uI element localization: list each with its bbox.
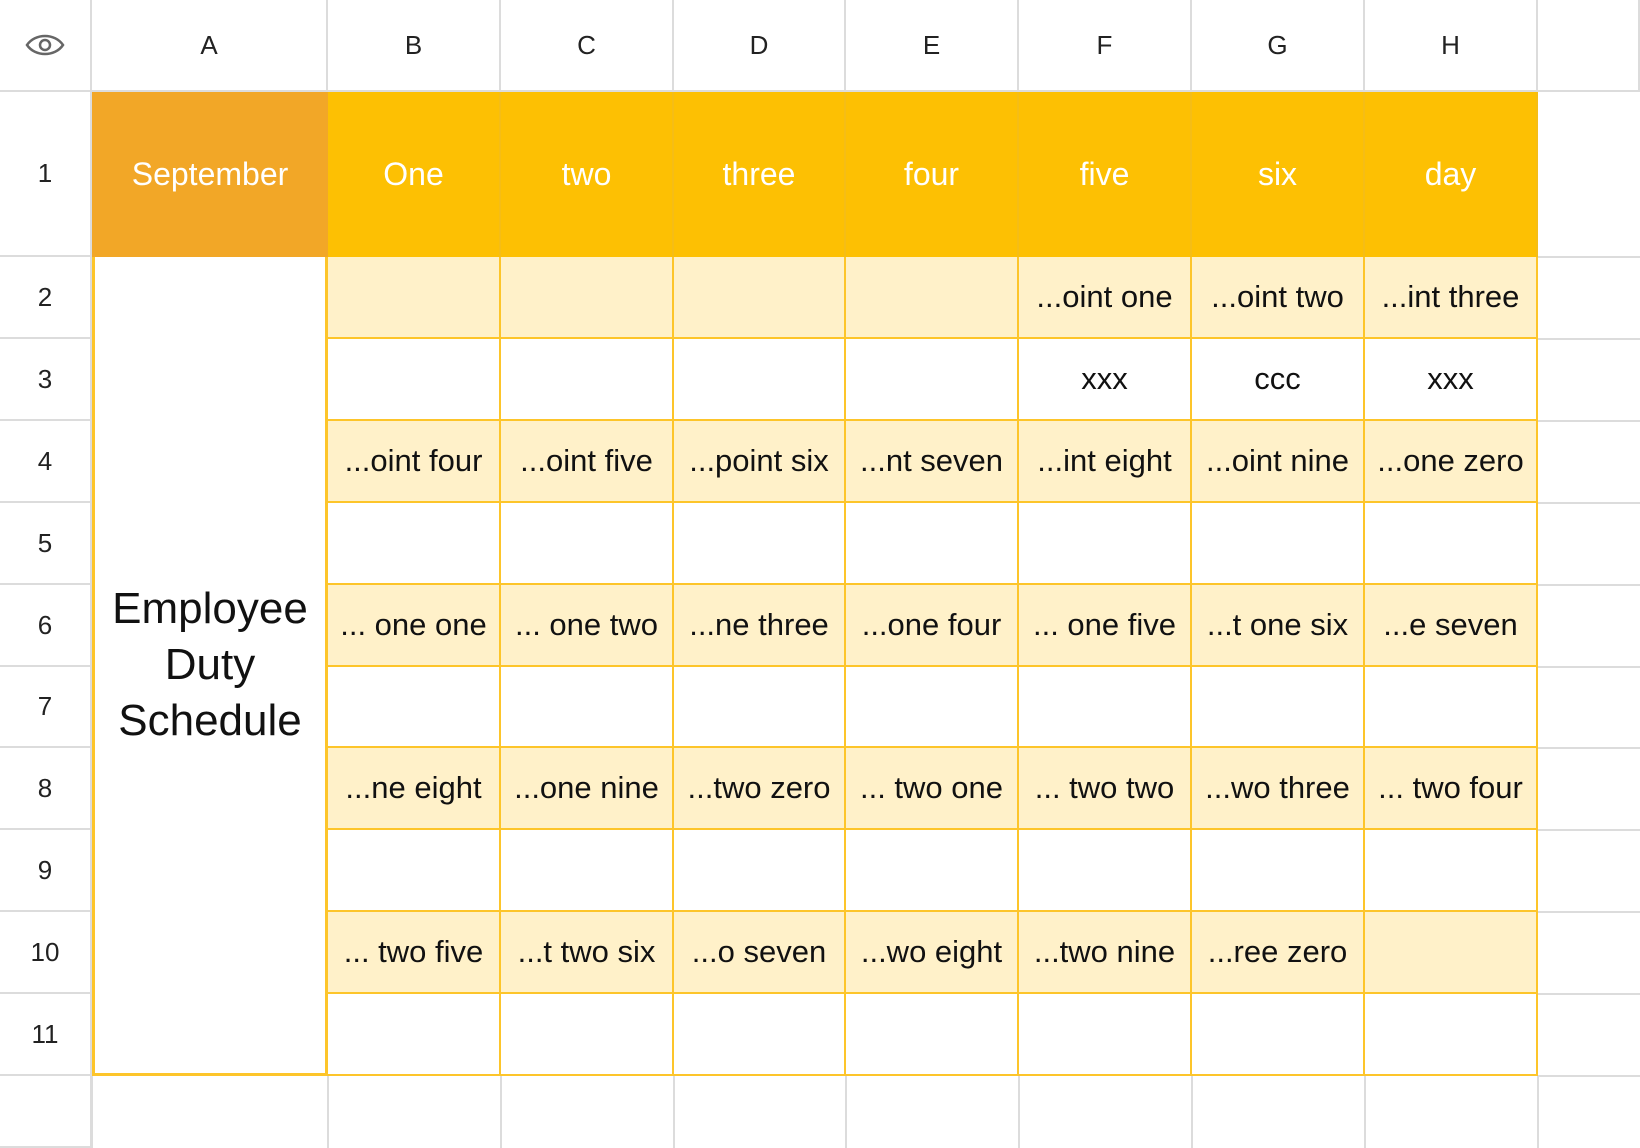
row-header-8[interactable]: 8 — [0, 748, 92, 830]
cell-g10[interactable]: ...ree zero — [1192, 912, 1365, 994]
cell-f6[interactable]: ... one five — [1019, 585, 1192, 667]
cell-f10[interactable]: ...two nine — [1019, 912, 1192, 994]
header-cell-c[interactable]: two — [501, 92, 674, 257]
cell-c11[interactable] — [501, 994, 674, 1076]
column-header-a[interactable]: A — [92, 0, 328, 92]
cell-g5[interactable] — [1192, 503, 1365, 585]
cell-h5[interactable] — [1365, 503, 1538, 585]
gridline — [845, 1076, 847, 1148]
cell-d7[interactable] — [674, 667, 846, 748]
cell-e9[interactable] — [846, 830, 1019, 912]
row-header-4[interactable]: 4 — [0, 421, 92, 503]
cell-h8[interactable]: ... two four — [1365, 748, 1538, 830]
merged-title-cell[interactable]: Employee Duty Schedule — [92, 257, 328, 1076]
column-header-d[interactable]: D — [674, 0, 846, 92]
row-header-2[interactable]: 2 — [0, 257, 92, 339]
cell-f9[interactable] — [1019, 830, 1192, 912]
gridline — [1538, 747, 1640, 749]
gridline — [327, 1076, 329, 1148]
cell-b6[interactable]: ... one one — [328, 585, 501, 667]
header-cell-f[interactable]: five — [1019, 92, 1192, 257]
cell-e4[interactable]: ...nt seven — [846, 421, 1019, 503]
cell-c2[interactable] — [501, 257, 674, 339]
cell-d11[interactable] — [674, 994, 846, 1076]
cell-c3[interactable] — [501, 339, 674, 421]
cell-c6[interactable]: ... one two — [501, 585, 674, 667]
cell-b3[interactable] — [328, 339, 501, 421]
row-header-9[interactable]: 9 — [0, 830, 92, 912]
cell-e6[interactable]: ...one four — [846, 585, 1019, 667]
column-header-e[interactable]: E — [846, 0, 1019, 92]
cell-c9[interactable] — [501, 830, 674, 912]
cell-d8[interactable]: ...two zero — [674, 748, 846, 830]
cell-f3[interactable]: xxx — [1019, 339, 1192, 421]
cell-d6[interactable]: ...ne three — [674, 585, 846, 667]
cell-g4[interactable]: ...oint nine — [1192, 421, 1365, 503]
cell-e5[interactable] — [846, 503, 1019, 585]
gridline — [1538, 584, 1640, 586]
cell-c10[interactable]: ...t two six — [501, 912, 674, 994]
cell-g8[interactable]: ...wo three — [1192, 748, 1365, 830]
cell-g9[interactable] — [1192, 830, 1365, 912]
gridline — [1191, 1076, 1193, 1148]
cell-b11[interactable] — [328, 994, 501, 1076]
cell-c7[interactable] — [501, 667, 674, 748]
cell-b8[interactable]: ...ne eight — [328, 748, 501, 830]
column-header-g[interactable]: G — [1192, 0, 1365, 92]
column-header-b[interactable]: B — [328, 0, 501, 92]
row-header-7[interactable]: 7 — [0, 667, 92, 748]
cell-e2[interactable] — [846, 257, 1019, 339]
cell-g2[interactable]: ...oint two — [1192, 257, 1365, 339]
gridline — [1537, 1076, 1539, 1148]
gridline — [673, 1076, 675, 1148]
gridline — [1538, 256, 1640, 258]
row-header-next[interactable] — [0, 1076, 92, 1148]
row-header-5[interactable]: 5 — [0, 503, 92, 585]
gridline — [1538, 420, 1640, 422]
cell-h9[interactable] — [1365, 830, 1538, 912]
cell-f11[interactable] — [1019, 994, 1192, 1076]
header-cell-a[interactable]: September — [92, 92, 328, 257]
cell-h3[interactable]: xxx — [1365, 339, 1538, 421]
gridline — [500, 1076, 502, 1148]
select-all-corner[interactable] — [0, 0, 92, 92]
cell-h6[interactable]: ...e seven — [1365, 585, 1538, 667]
cell-b7[interactable] — [328, 667, 501, 748]
cell-c4[interactable]: ...oint five — [501, 421, 674, 503]
cell-e10[interactable]: ...wo eight — [846, 912, 1019, 994]
cell-h10[interactable] — [1365, 912, 1538, 994]
cell-h7[interactable] — [1365, 667, 1538, 748]
cell-g3[interactable]: ccc — [1192, 339, 1365, 421]
eye-icon[interactable] — [25, 33, 65, 57]
cell-f7[interactable] — [1019, 667, 1192, 748]
gridline — [1538, 911, 1640, 913]
cell-e3[interactable] — [846, 339, 1019, 421]
gridline — [91, 1076, 93, 1148]
header-cell-d[interactable]: three — [674, 92, 846, 257]
cell-h2[interactable]: ...int three — [1365, 257, 1538, 339]
column-header-c[interactable]: C — [501, 0, 674, 92]
cell-e7[interactable] — [846, 667, 1019, 748]
gridline — [1538, 338, 1640, 340]
row-header-11[interactable]: 11 — [0, 994, 92, 1076]
gridline — [1018, 1076, 1020, 1148]
cell-b2[interactable] — [328, 257, 501, 339]
gridline — [1538, 993, 1640, 995]
gridline — [1538, 1075, 1640, 1077]
cell-c5[interactable] — [501, 503, 674, 585]
header-cell-e[interactable]: four — [846, 92, 1019, 257]
row-header-3[interactable]: 3 — [0, 339, 92, 421]
column-header-next[interactable] — [1538, 0, 1640, 92]
row-header-10[interactable]: 10 — [0, 912, 92, 994]
cell-g7[interactable] — [1192, 667, 1365, 748]
cell-g6[interactable]: ...t one six — [1192, 585, 1365, 667]
cell-d3[interactable] — [674, 339, 846, 421]
cell-f4[interactable]: ...int eight — [1019, 421, 1192, 503]
cell-f8[interactable]: ... two two — [1019, 748, 1192, 830]
cell-c8[interactable]: ...one nine — [501, 748, 674, 830]
cell-f5[interactable] — [1019, 503, 1192, 585]
header-cell-b[interactable]: One — [328, 92, 501, 257]
column-header-h[interactable]: H — [1365, 0, 1538, 92]
row-header-6[interactable]: 6 — [0, 585, 92, 667]
cell-g11[interactable] — [1192, 994, 1365, 1076]
cell-e11[interactable] — [846, 994, 1019, 1076]
cell-d2[interactable] — [674, 257, 846, 339]
header-cell-g[interactable]: six — [1192, 92, 1365, 257]
cell-e8[interactable]: ... two one — [846, 748, 1019, 830]
cell-b4[interactable]: ...oint four — [328, 421, 501, 503]
cell-h4[interactable]: ...one zero — [1365, 421, 1538, 503]
header-cell-h[interactable]: day — [1365, 92, 1538, 257]
gridline — [1538, 829, 1640, 831]
cell-b5[interactable] — [328, 503, 501, 585]
cell-d9[interactable] — [674, 830, 846, 912]
cell-b9[interactable] — [328, 830, 501, 912]
cell-f2[interactable]: ...oint one — [1019, 257, 1192, 339]
gridline — [1538, 666, 1640, 668]
row-header-1[interactable]: 1 — [0, 92, 92, 257]
gridline — [1538, 502, 1640, 504]
cell-d10[interactable]: ...o seven — [674, 912, 846, 994]
cell-h11[interactable] — [1365, 994, 1538, 1076]
cell-d5[interactable] — [674, 503, 846, 585]
cell-b10[interactable]: ... two five — [328, 912, 501, 994]
gridline — [1364, 1076, 1366, 1148]
column-header-f[interactable]: F — [1019, 0, 1192, 92]
cell-d4[interactable]: ...point six — [674, 421, 846, 503]
